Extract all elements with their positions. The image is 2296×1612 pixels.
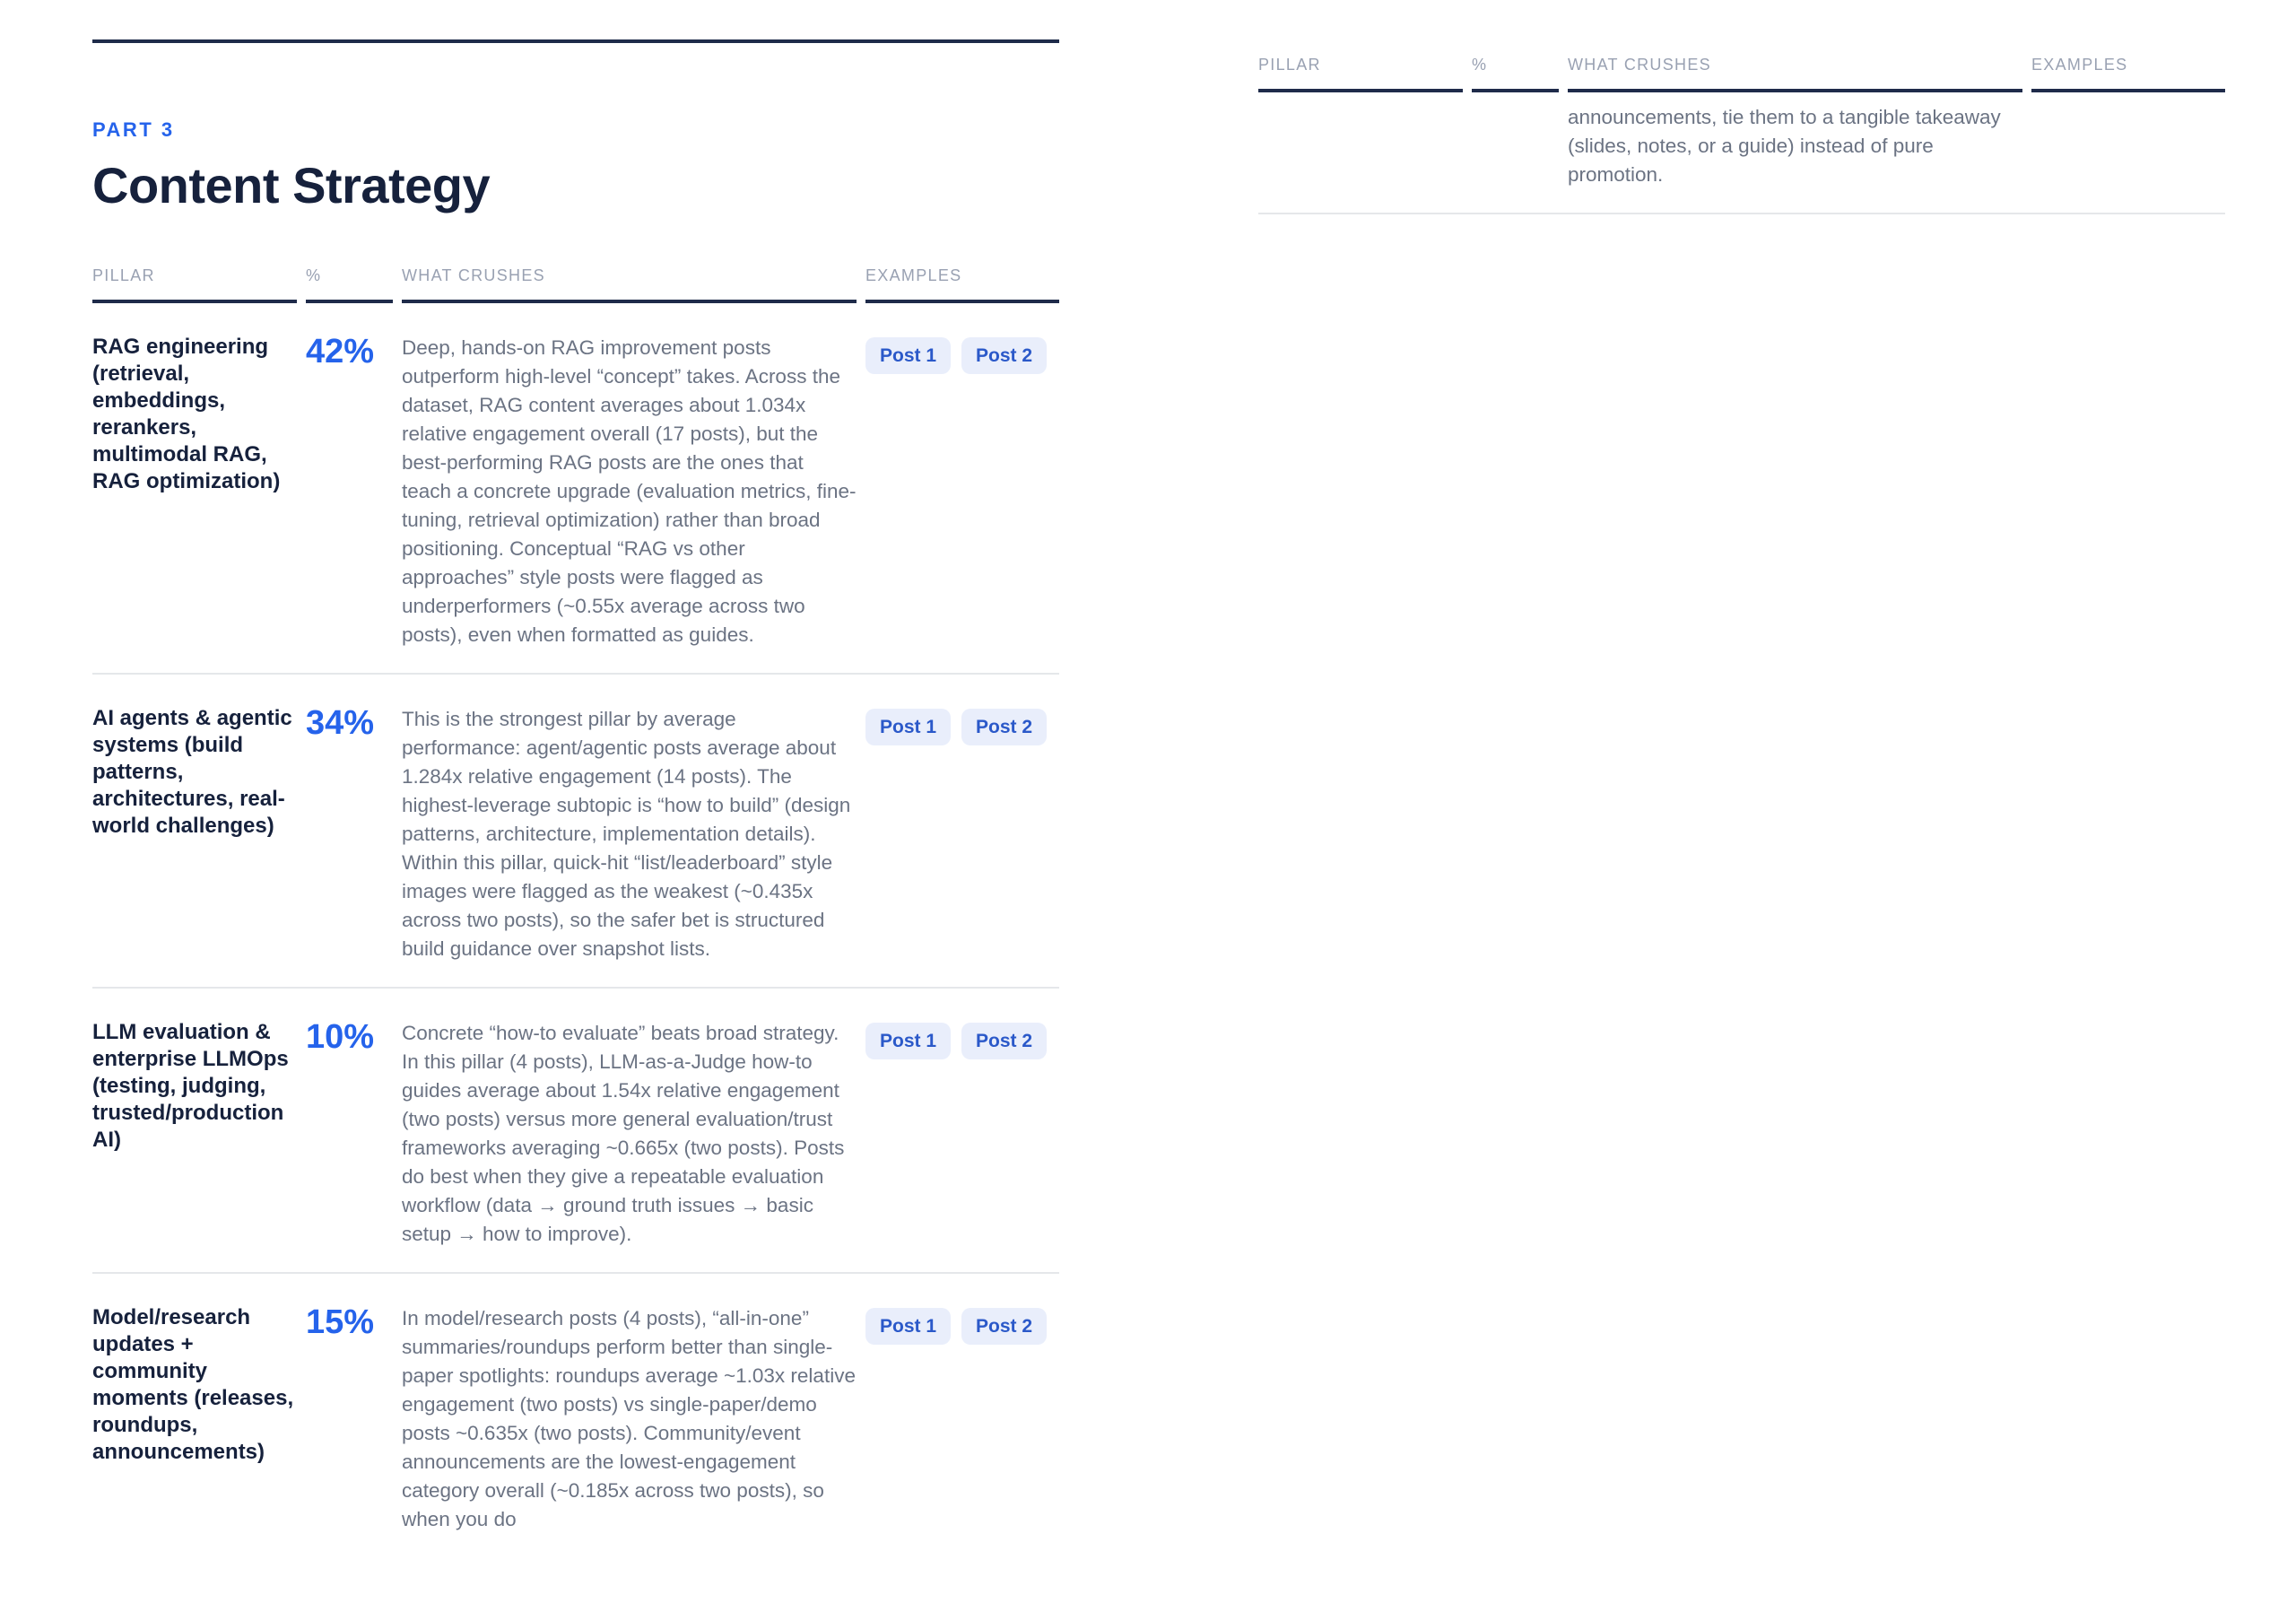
what-crushes-continuation-text: announcements, tie them to a tangible takeaway (slides, notes, or a guide) instead of pure promotion. [1568, 106, 2001, 186]
table-header-row-continued [1258, 56, 2225, 92]
pillar-percent: 15% [306, 1303, 375, 1341]
table-row [92, 989, 1059, 1274]
example-post-link[interactable]: Post 1 [865, 709, 951, 745]
column-header-percent: % [306, 266, 393, 303]
section-divider-rule [92, 39, 1059, 43]
table-row [92, 1274, 1059, 1557]
example-post-link[interactable]: Post 2 [961, 709, 1047, 745]
pillar-name: RAG engineering (retrieval, embeddings, rerankers, multimodal RAG, RAG optimization) [92, 335, 281, 493]
examples-cell [865, 334, 1059, 649]
example-post-link[interactable]: Post 1 [865, 1023, 951, 1059]
table-header-row [92, 266, 1059, 303]
example-post-link[interactable]: Post 1 [865, 337, 951, 374]
column-header-examples: EXAMPLES [2031, 56, 2225, 92]
example-post-link[interactable]: Post 2 [961, 1308, 1047, 1345]
what-crushes-text: In model/research posts (4 posts), “all-in-one” summaries/roundups perform better than single-paper spotlights: roundups average ~1.03x relative engagement (two posts) vs single-paper/demo posts ~0.635x (two posts). Community/event announcements are the lowest-engagement category overall (~0.185x across two posts), so when you do [402, 1307, 856, 1530]
column-header-pillar: PILLAR [92, 266, 297, 303]
example-post-link[interactable]: Post 2 [961, 1023, 1047, 1059]
examples-cell [865, 1019, 1059, 1249]
right-page-column [1258, 0, 2225, 214]
examples-cell-empty [2031, 103, 2225, 189]
table-row [92, 675, 1059, 989]
pillar-percent: 10% [306, 1018, 375, 1056]
pillar-name: AI agents & agentic systems (build patterns, architectures, real-world challenges) [92, 706, 292, 838]
examples-cell [865, 1304, 1059, 1534]
part-label: PART 3 [92, 118, 175, 141]
column-header-percent: % [1472, 56, 1559, 92]
page-title: Content Strategy [92, 157, 491, 213]
what-crushes-text: Deep, hands-on RAG improvement posts outperform high-level “concept” takes. Across the dataset, RAG content averages about 1.034x relative engagement overall (17 posts), but the best-performing RAG posts are the ones that teach a concrete upgrade (evaluation metrics, fine-tuning, retrieval optimization) rather than broad positioning. Conceptual “RAG vs other approaches” style posts were flagged as underperformers (~0.55x average across two posts), even when formatted as guides. [402, 336, 857, 646]
pillar-name: LLM evaluation & enterprise LLMOps (testing, judging, trusted/production AI) [92, 1020, 289, 1152]
example-post-link[interactable]: Post 2 [961, 337, 1047, 374]
pillar-name-empty [1258, 103, 1463, 189]
left-page-column [92, 0, 1059, 1557]
column-header-what-crushes: WHAT CRUSHES [402, 266, 857, 303]
examples-cell [865, 705, 1059, 963]
table-row-continuation [1258, 92, 2225, 214]
pillar-name: Model/research updates + community moments (releases, roundups, announcements) [92, 1305, 294, 1464]
example-post-link[interactable]: Post 1 [865, 1308, 951, 1345]
column-header-examples: EXAMPLES [865, 266, 1059, 303]
what-crushes-text: Concrete “how-to evaluate” beats broad strategy. In this pillar (4 posts), LLM-as-a-Judge how-to guides average about 1.54x relative engagement (two posts) versus more general evaluation/trust frameworks averaging ~0.665x (two posts). Posts do best when they give a repeatable evaluation workflow (data → ground truth issues → basic setup → how to improve). [402, 1022, 845, 1245]
table-row [92, 303, 1059, 675]
what-crushes-text: This is the strongest pillar by average performance: agent/agentic posts average about 1.284x relative engagement (14 posts). The highest-leverage subtopic is “how to build” (design patterns, architecture, implementation details). Within this pillar, quick-hit “list/leaderboard” style images were flagged as the weakest (~0.435x across two posts), so the safer bet is structured build guidance over snapshot lists. [402, 708, 851, 960]
column-header-pillar: PILLAR [1258, 56, 1463, 92]
column-header-what-crushes: WHAT CRUSHES [1568, 56, 2022, 92]
pillar-percent: 42% [306, 333, 375, 370]
pillar-percent-empty [1472, 103, 1559, 189]
pillar-percent: 34% [306, 704, 375, 742]
